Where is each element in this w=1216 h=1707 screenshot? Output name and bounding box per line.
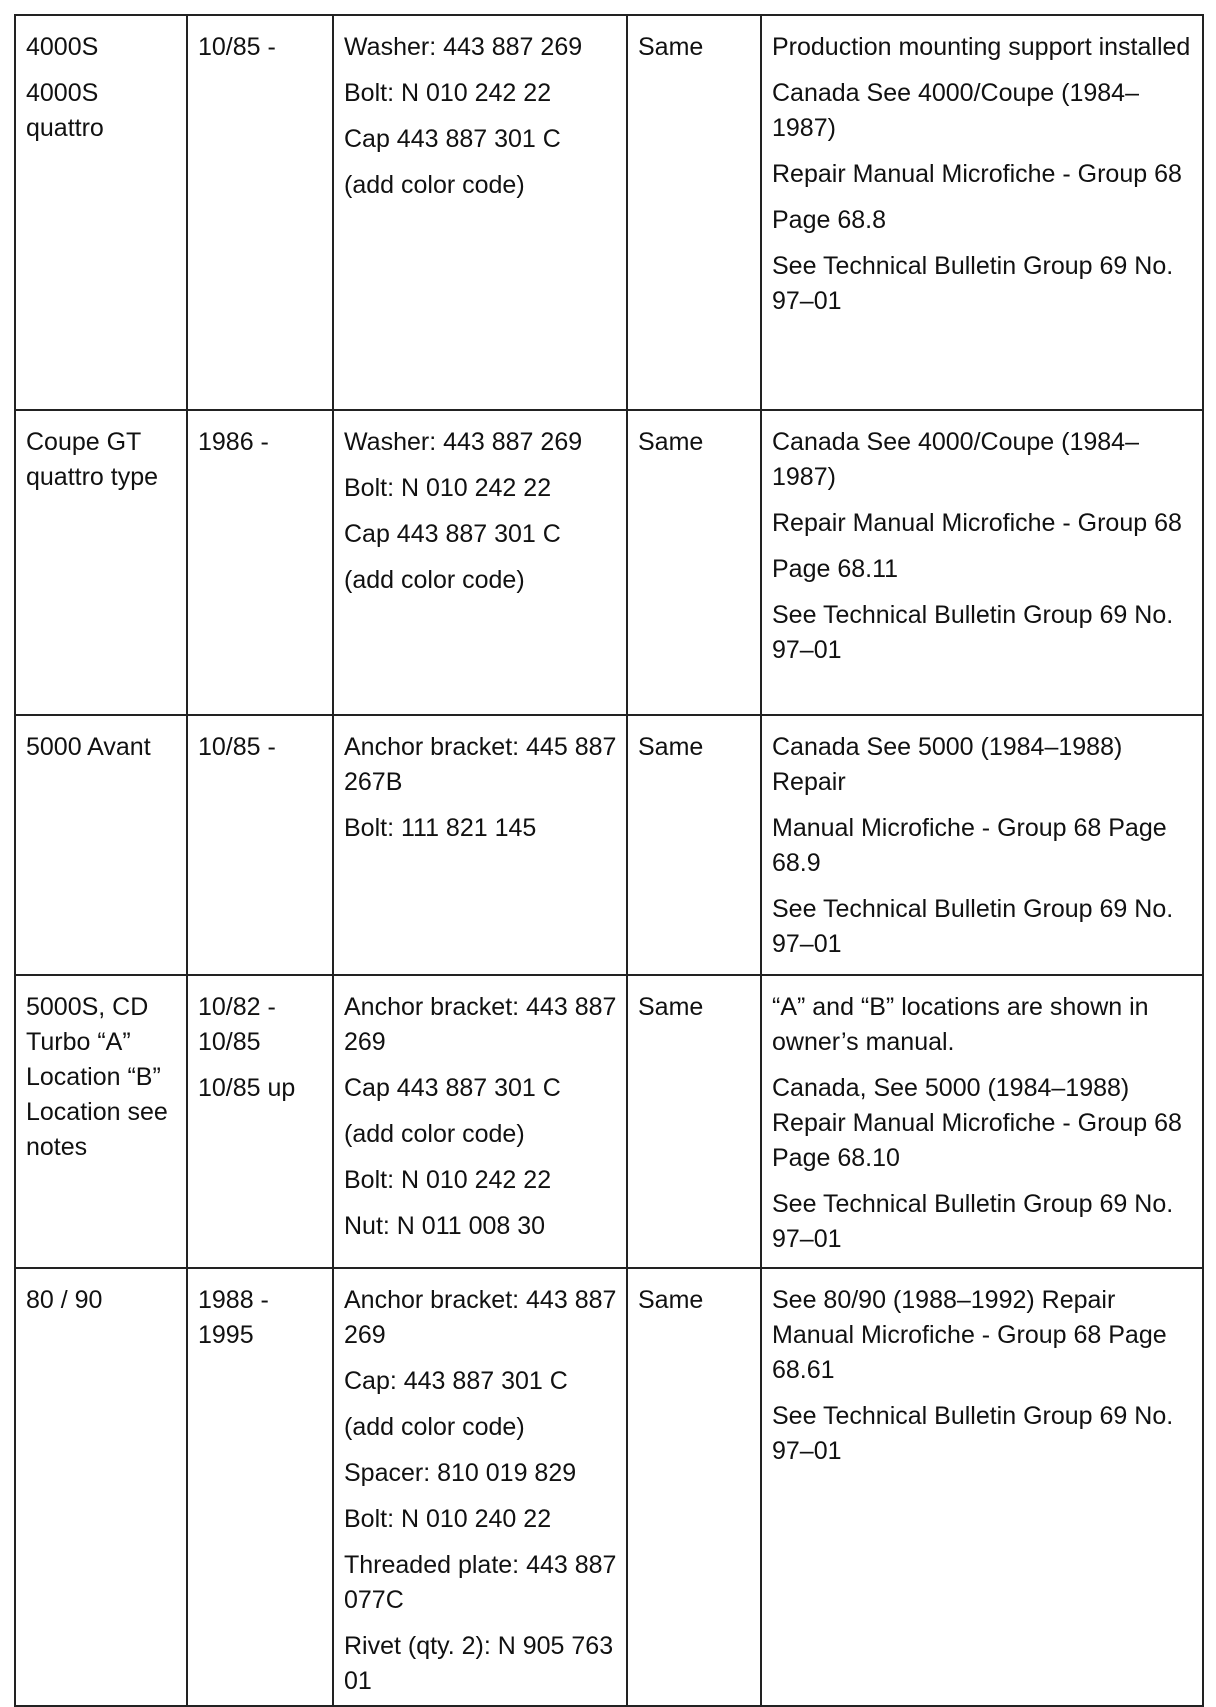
model-cell (15, 715, 187, 975)
note-line: See 80/90 (1988–1992) Repair Manual Microfiche - Group 68 Page 68.61 (772, 1286, 1167, 1384)
same-cell (627, 975, 761, 1268)
model-cell (15, 1268, 187, 1706)
model-cell (15, 975, 187, 1268)
part-line: Cap 443 887 301 C (344, 1074, 561, 1102)
parts-cell (333, 15, 627, 410)
parts-cell (333, 975, 627, 1268)
note-line: See Technical Bulletin Group 69 No. 97–01 (772, 895, 1174, 958)
parts-cell (333, 410, 627, 715)
note-line: Canada, See 5000 (1984–1988) Repair Manual Microfiche - Group 68 Page 68.10 (772, 1074, 1182, 1172)
model-line: 80 / 90 (26, 1286, 103, 1314)
part-line: Washer: 443 887 269 (344, 33, 583, 61)
part-line: Bolt: 111 821 145 (344, 814, 537, 842)
same-cell (627, 1268, 761, 1706)
part-line: (add color code) (344, 566, 525, 594)
years-cell (187, 410, 333, 715)
notes-cell (761, 715, 1203, 975)
same-label: Same (638, 733, 704, 761)
note-line: Production mounting support installed (772, 33, 1191, 61)
model-line: 5000S, CD Turbo “A” Location “B” Location see notes (26, 993, 168, 1161)
notes-cell (761, 1268, 1203, 1706)
model-line: 5000 Avant (26, 733, 151, 761)
note-line: “A” and “B” locations are shown in owner’s manual. (772, 993, 1149, 1056)
table-row (15, 15, 1203, 410)
years-line: 10/85 - (198, 33, 276, 61)
model-line: 4000S (26, 33, 99, 61)
part-line: (add color code) (344, 1413, 525, 1441)
years-line: 1986 - (198, 428, 269, 456)
part-line: (add color code) (344, 1120, 525, 1148)
same-label: Same (638, 1286, 704, 1314)
same-cell (627, 15, 761, 410)
years-line: 10/85 up (198, 1074, 296, 1102)
note-line: Canada See 5000 (1984–1988) Repair (772, 733, 1123, 796)
model-line: Coupe GT quattro type (26, 428, 159, 491)
years-cell (187, 975, 333, 1268)
years-line: 10/85 - (198, 733, 276, 761)
model-line: 4000S quattro (26, 79, 104, 142)
note-line: Page 68.8 (772, 206, 886, 234)
part-line: Bolt: N 010 242 22 (344, 79, 552, 107)
table-row (15, 410, 1203, 715)
note-line: See Technical Bulletin Group 69 No. 97–01 (772, 1402, 1174, 1465)
part-line: Bolt: N 010 242 22 (344, 1166, 552, 1194)
same-label: Same (638, 33, 704, 61)
note-line: Repair Manual Microfiche - Group 68 (772, 509, 1182, 537)
parts-cell (333, 715, 627, 975)
part-line: Bolt: N 010 240 22 (344, 1505, 552, 1533)
notes-cell (761, 410, 1203, 715)
part-line: Spacer: 810 019 829 (344, 1459, 577, 1487)
note-line: Page 68.11 (772, 555, 899, 583)
part-line: Anchor bracket: 443 887 269 (344, 993, 617, 1056)
same-label: Same (638, 993, 704, 1021)
note-line: Repair Manual Microfiche - Group 68 (772, 160, 1182, 188)
part-line: Rivet (qty. 2): N 905 763 01 (344, 1632, 614, 1695)
note-line: Manual Microfiche - Group 68 Page 68.9 (772, 814, 1167, 877)
part-line: Cap 443 887 301 C (344, 520, 561, 548)
part-line: Anchor bracket: 443 887 269 (344, 1286, 617, 1349)
years-cell (187, 15, 333, 410)
same-cell (627, 410, 761, 715)
years-cell (187, 715, 333, 975)
table-row (15, 975, 1203, 1268)
same-cell (627, 715, 761, 975)
note-line: See Technical Bulletin Group 69 No. 97–01 (772, 601, 1174, 664)
part-line: Anchor bracket: 445 887 267B (344, 733, 617, 796)
model-cell (15, 410, 187, 715)
part-line: Nut: N 011 008 30 (344, 1212, 546, 1240)
part-line: (add color code) (344, 171, 525, 199)
part-line: Cap: 443 887 301 C (344, 1367, 568, 1395)
notes-cell (761, 15, 1203, 410)
table-row (15, 1268, 1203, 1706)
part-line: Washer: 443 887 269 (344, 428, 583, 456)
model-cell (15, 15, 187, 410)
same-label: Same (638, 428, 704, 456)
parts-table (14, 14, 1204, 1707)
note-line: Canada See 4000/Coupe (1984–1987) (772, 428, 1139, 491)
years-line: 10/82 - 10/85 (198, 993, 276, 1056)
part-line: Cap 443 887 301 C (344, 125, 561, 153)
part-line: Threaded plate: 443 887 077C (344, 1551, 617, 1614)
table-row (15, 715, 1203, 975)
note-line: Canada See 4000/Coupe (1984–1987) (772, 79, 1139, 142)
years-line: 1988 - 1995 (198, 1286, 269, 1349)
years-cell (187, 1268, 333, 1706)
notes-cell (761, 975, 1203, 1268)
part-line: Bolt: N 010 242 22 (344, 474, 552, 502)
note-line: See Technical Bulletin Group 69 No. 97–01 (772, 252, 1174, 315)
parts-cell (333, 1268, 627, 1706)
note-line: See Technical Bulletin Group 69 No. 97–01 (772, 1190, 1174, 1253)
